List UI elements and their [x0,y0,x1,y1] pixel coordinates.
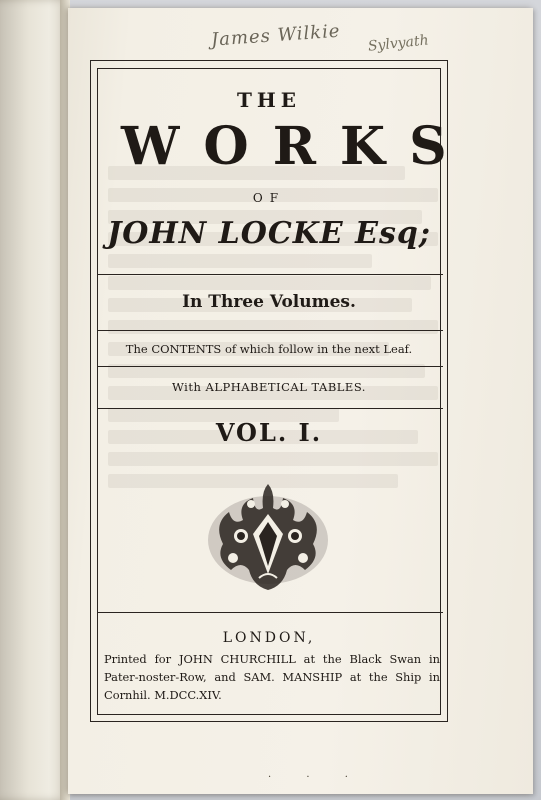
contents-note: The CONTENTS of which follow in the next Leaf. [125,342,413,356]
handwritten-annotation: Sylvyath [367,32,430,55]
imprint-line: Printed for JOHN CHURCHILL at the Black Swan in [104,652,440,666]
rule-divider [97,366,443,367]
volumes-note: In Three Volumes. [182,292,356,312]
title-page [68,8,533,794]
title-of: OF [252,191,286,205]
page-signature-marks: · · · [268,772,364,783]
imprint-block [104,650,440,704]
volume-number: VOL. I. [215,418,323,447]
rule-divider [97,408,443,409]
author-name: JOHN LOCKE Esq; [107,216,431,251]
title-the: THE [236,88,302,112]
rule-divider [97,330,443,331]
rule-divider [97,274,443,275]
rule-divider [97,612,443,613]
handwritten-signature: James Wilkie [210,20,342,51]
imprint-city: LONDON, [222,630,316,646]
title-works: WORKS [121,116,471,177]
imprint-line: Pater-noster-Row, and SAM. MANSHIP at the Ship in [104,670,440,684]
imprint-line: Cornhil. M.DCC.XIV. [104,688,222,702]
printers-ornament-icon [203,474,333,596]
tables-note: With ALPHABETICAL TABLES. [172,380,366,394]
